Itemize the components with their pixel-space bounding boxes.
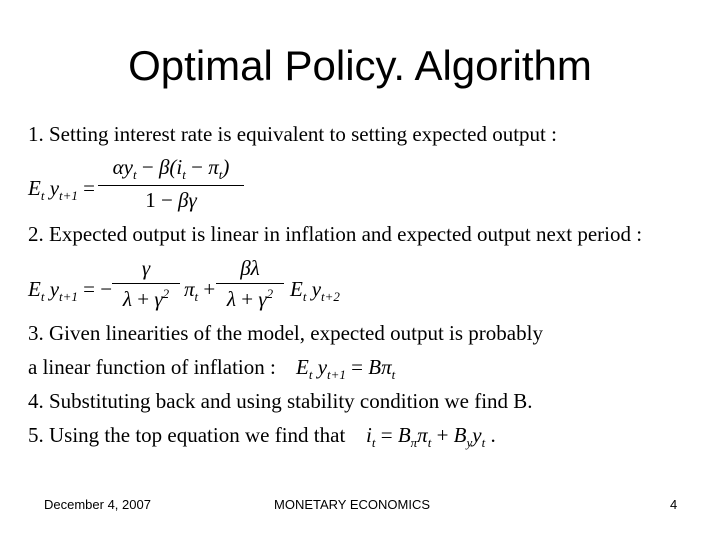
item-2-text: 2. Expected output is linear in inflation and expected output next period : — [28, 222, 643, 246]
footer-course: MONETARY ECONOMICS — [274, 497, 431, 512]
item-1-text: 1. Setting interest rate is equivalent to setting expected output : — [28, 122, 557, 146]
equation-5: $i_t = B_\pi\pi_t + B_yy_t$ . — [366, 423, 496, 450]
item-3-continuation: a linear function of inflation : — [28, 355, 276, 379]
equation-3: $E_t$ $y_{t+1} = B\pi_t$ — [296, 355, 396, 382]
footer-date: December 4, 2007 — [44, 497, 151, 512]
item-3-text: 3. Given linearities of the model, expected output is probably — [28, 321, 543, 345]
item-4-text: 4. Substituting back and using stability condition we find B. — [28, 389, 533, 413]
item-5-text: 5. Using the top equation we find that — [28, 423, 346, 447]
footer-page-number: 4 — [670, 497, 678, 512]
slide-title: Optimal Policy. Algorithm — [128, 42, 592, 89]
